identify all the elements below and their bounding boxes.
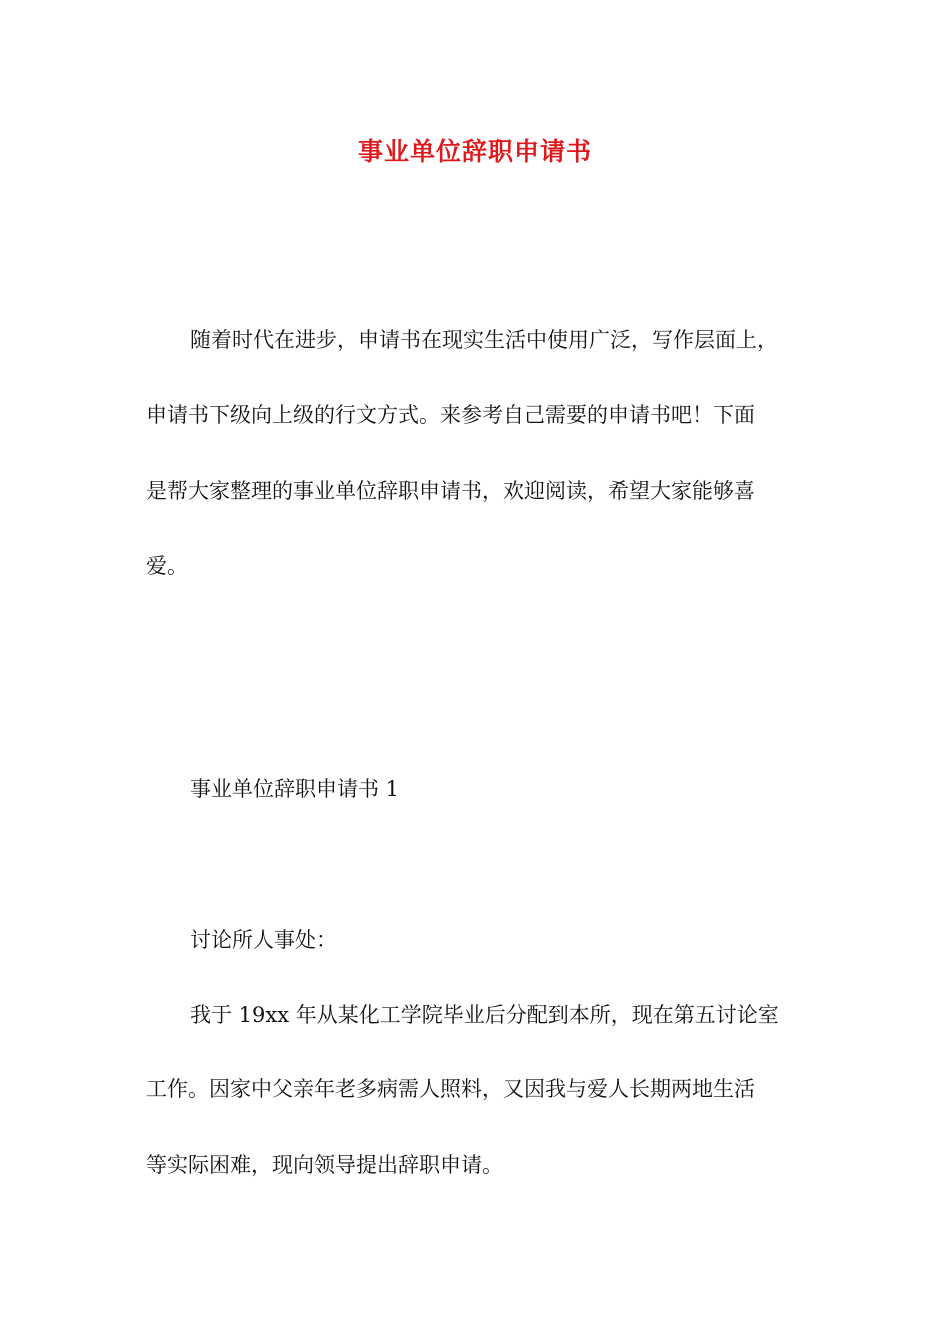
intro-line: 随着时代在进步，申请书在现实生活中使用广泛，写作层面上， [190,328,778,352]
section-heading: 事业单位辞职申请书 1 [190,777,400,801]
body-line: 我于 19xx 年从某化工学院毕业后分配到本所，现在第五讨论室 [190,1003,779,1027]
intro-line: 申请书下级向上级的行文方式。来参考自己需要的申请书吧！下面 [146,403,755,427]
body-line: 等实际困难，现向领导提出辞职申请。 [146,1153,503,1177]
intro-line: 爱。 [146,554,188,578]
document-title: 事业单位辞职申请书 [357,137,592,166]
body-line: 工作。因家中父亲年老多病需人照料，又因我与爱人长期两地生活 [146,1077,755,1101]
salutation: 讨论所人事处： [190,928,337,952]
intro-line: 是帮大家整理的事业单位辞职申请书，欢迎阅读，希望大家能够喜 [146,479,755,503]
